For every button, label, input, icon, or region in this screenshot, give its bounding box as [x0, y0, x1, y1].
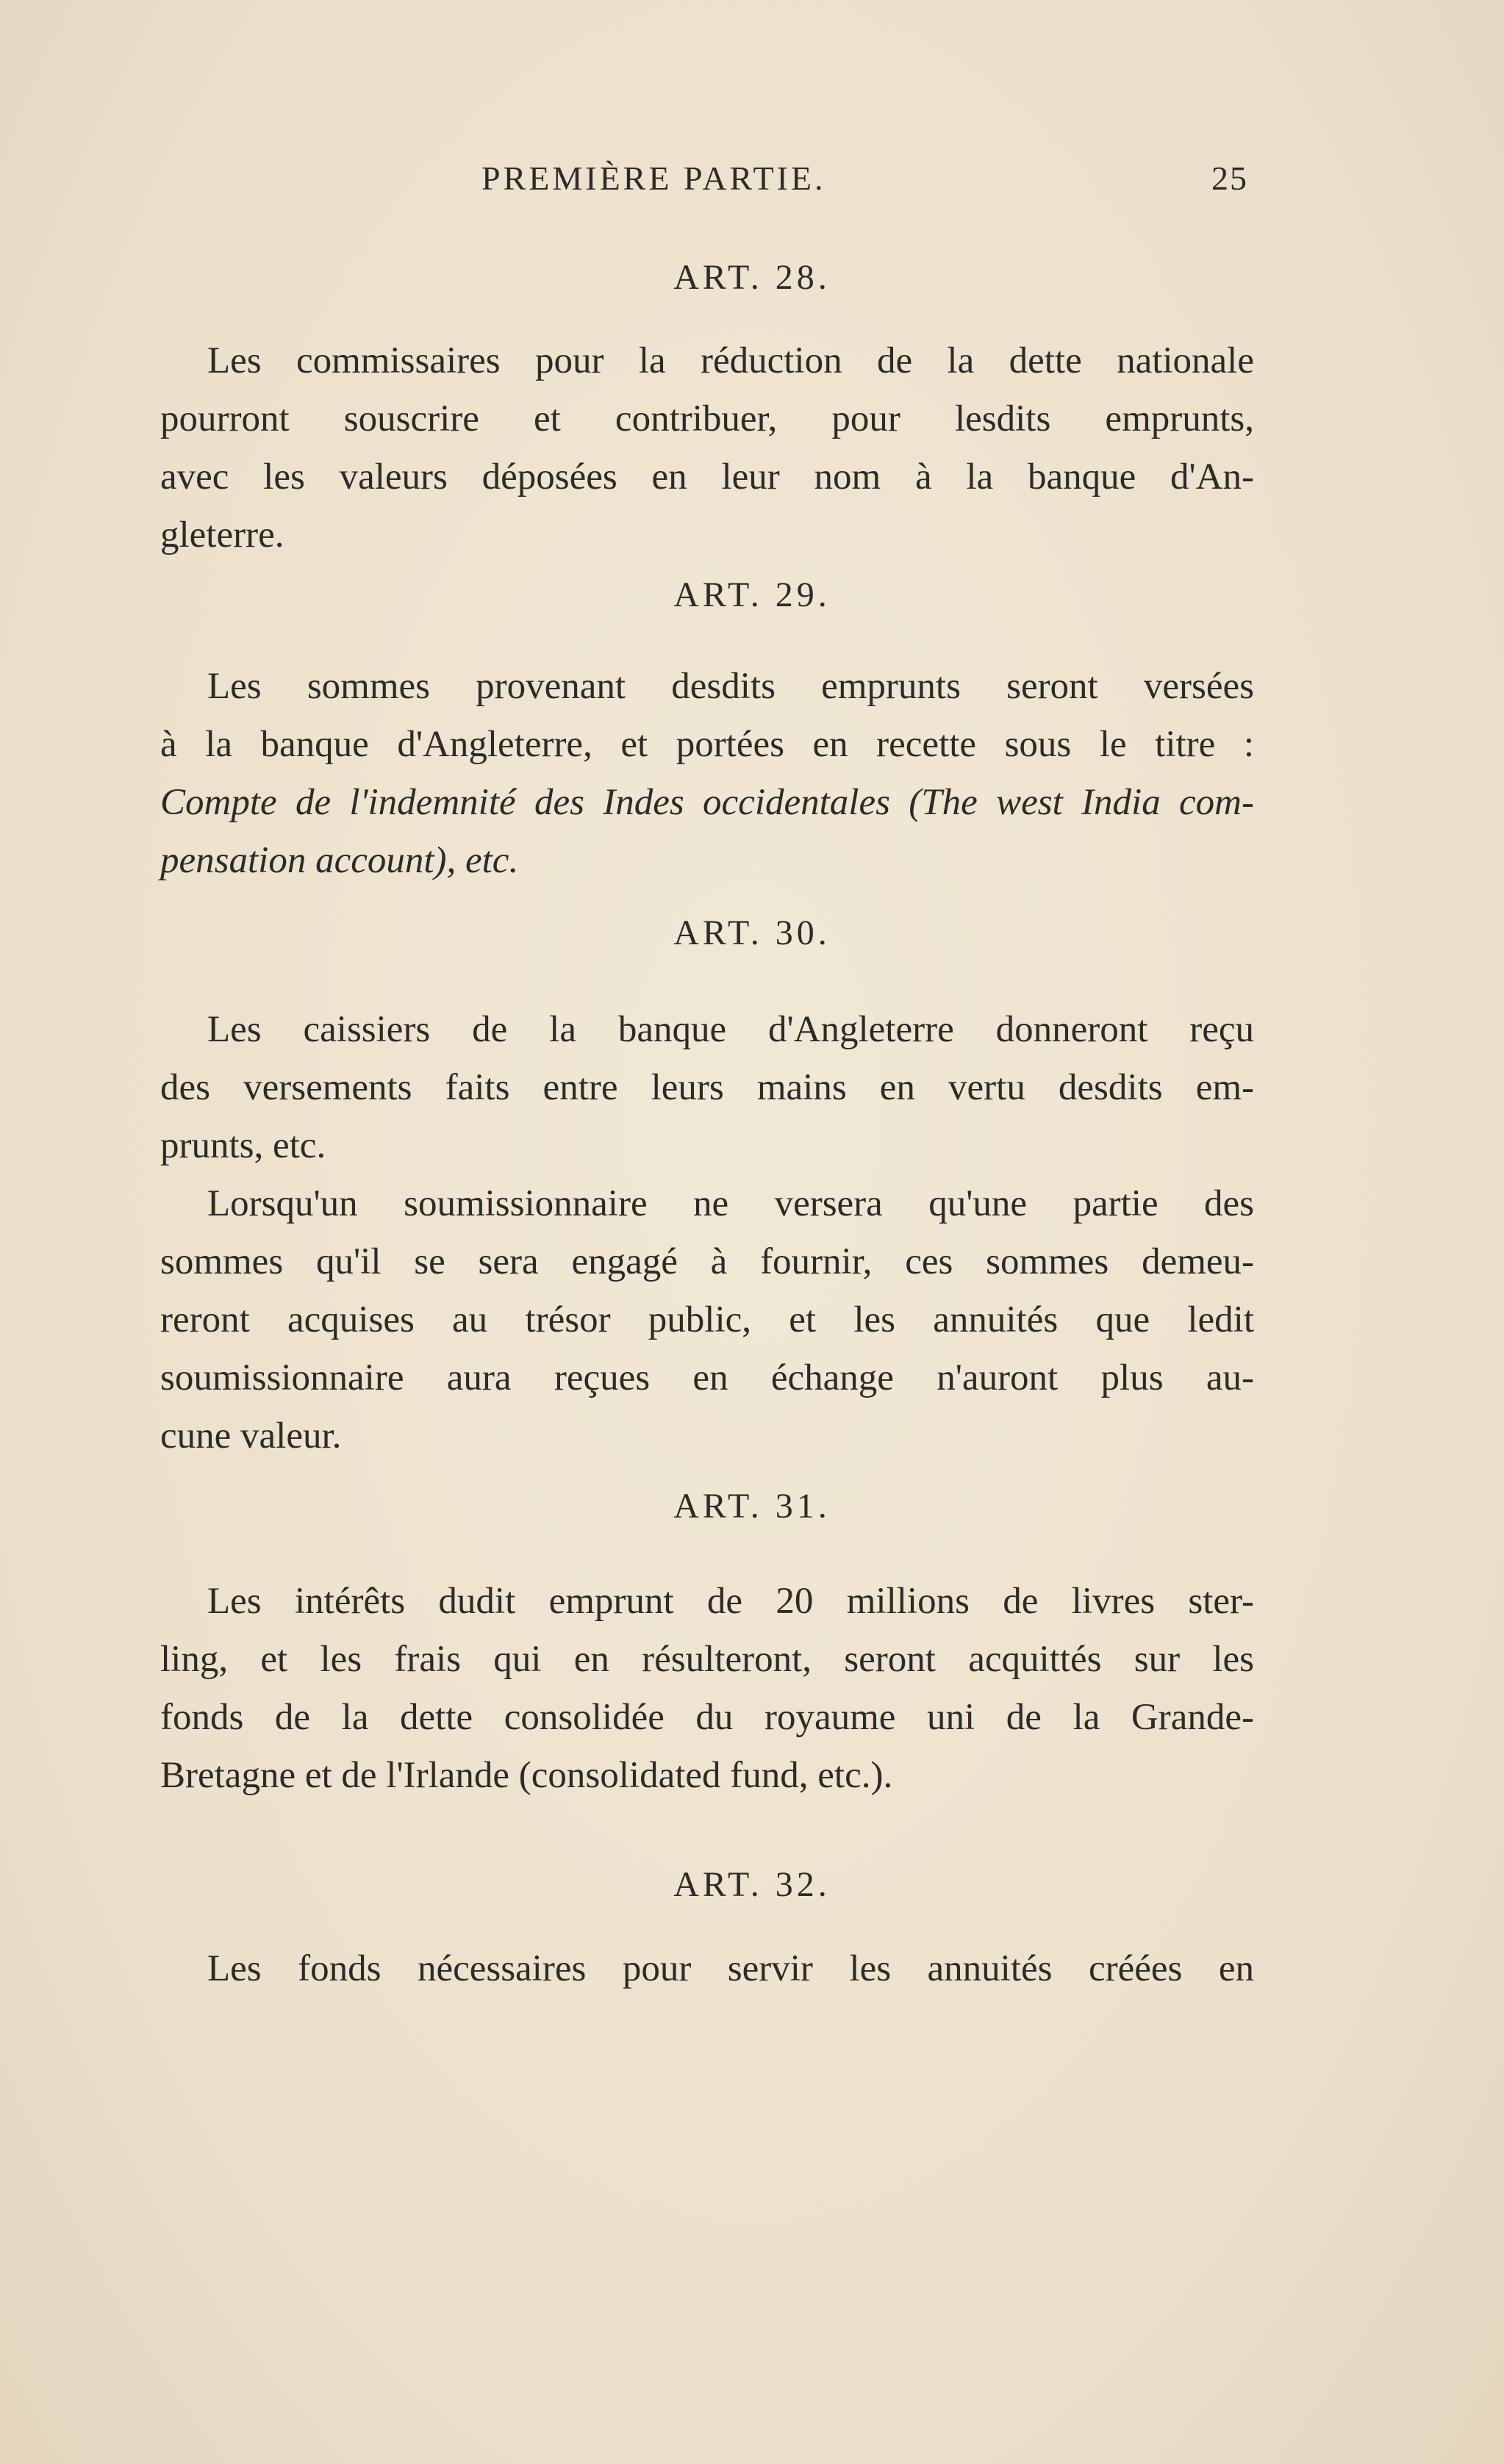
text-line: sommes qu'il se sera engagé à fournir, ces sommes demeu-	[160, 1241, 1254, 1282]
text-line: Les fonds nécessaires pour servir les annuités créées en	[207, 1948, 1254, 1989]
text-line: Les sommes provenant desdits emprunts seront versées	[207, 666, 1254, 707]
text-line: prunts, etc.	[160, 1125, 326, 1166]
article-heading: ART. 32.	[673, 1865, 831, 1904]
article-paragraph	[160, 1940, 1254, 1998]
text-line: Les caissiers de la banque d'Angleterre donneront reçu	[207, 1009, 1254, 1050]
text-line: avec les valeurs déposées en leur nom à la banque d'An-	[160, 456, 1254, 498]
article-heading: ART. 30.	[673, 913, 831, 952]
article-heading: ART. 31.	[673, 1487, 831, 1526]
article-heading: ART. 29.	[673, 575, 831, 614]
text-line: des versements faits entre leurs mains en vertu desdits em-	[160, 1067, 1254, 1108]
article-paragraph	[160, 658, 1254, 890]
text-line: Compte de l'indemnité des Indes occidentales (The west India com-	[160, 782, 1254, 823]
text-line: reront acquises au trésor public, et les annuités que ledit	[160, 1299, 1254, 1340]
text-line: gleterre.	[160, 514, 284, 556]
text-line: fonds de la dette consolidée du royaume uni de la Grande-	[160, 1697, 1254, 1738]
page-number: 25	[1211, 159, 1248, 197]
text-line: Les commissaires pour la réduction de la dette nationale	[207, 340, 1254, 381]
text-line: Bretagne et de l'Irlande (consolidated fund, etc.).	[160, 1755, 893, 1796]
text-line: Lorsqu'un soumissionnaire ne versera qu'une partie des	[207, 1183, 1254, 1224]
text-line: ling, et les frais qui en résulteront, seront acquittés sur les	[160, 1639, 1254, 1680]
article-paragraph	[160, 1573, 1254, 1805]
article-paragraph	[160, 1001, 1254, 1175]
article-paragraph	[160, 1175, 1254, 1465]
text-line: pensation account), etc.	[160, 840, 519, 881]
running-head	[0, 153, 1504, 204]
text-line: pourront souscrire et contribuer, pour lesdits emprunts,	[160, 398, 1254, 439]
article-paragraph	[160, 332, 1254, 564]
text-line: cune valeur.	[160, 1415, 342, 1457]
text-line: soumissionnaire aura reçues en échange n'auront plus au-	[160, 1357, 1254, 1398]
article-heading: ART. 28.	[673, 258, 831, 297]
text-line: à la banque d'Angleterre, et portées en recette sous le titre :	[160, 724, 1254, 765]
running-title: PREMIÈRE PARTIE.	[481, 159, 826, 197]
text-line: Les intérêts dudit emprunt de 20 millions de livres ster-	[207, 1581, 1254, 1622]
